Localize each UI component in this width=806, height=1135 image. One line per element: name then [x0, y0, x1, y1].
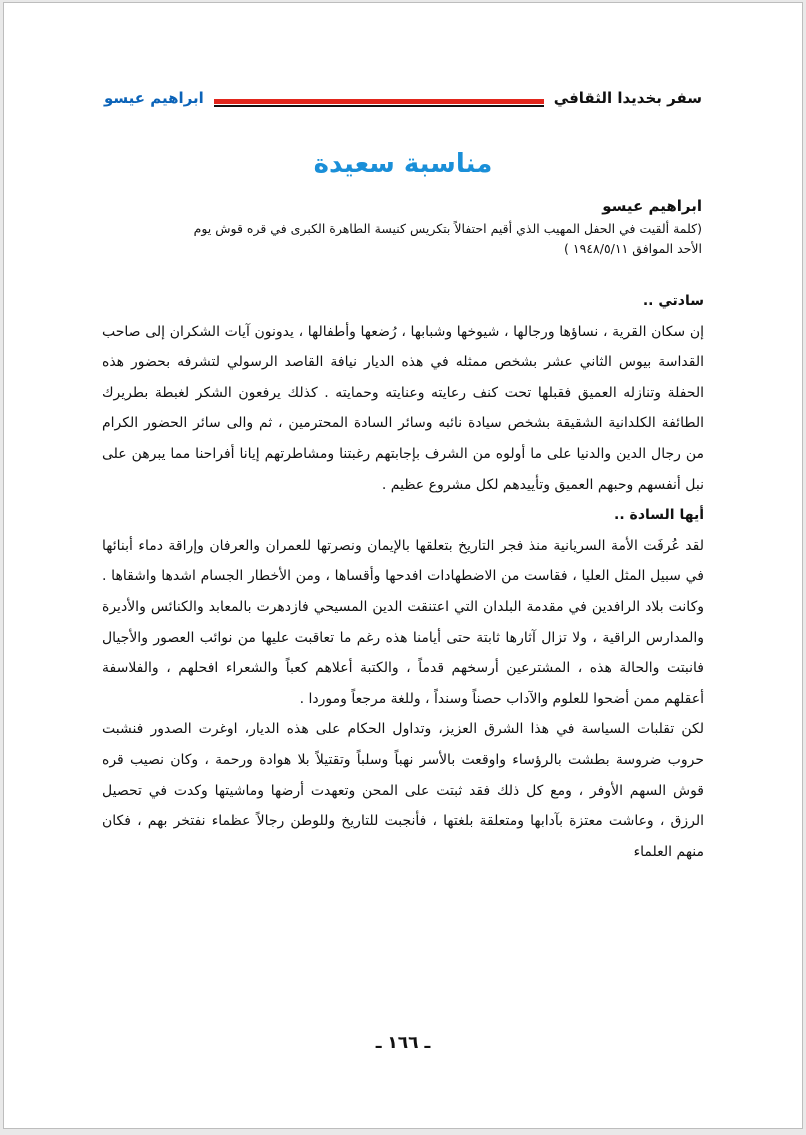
header-author-name: ابراهيم عيسو [100, 85, 214, 111]
article-body [102, 286, 704, 867]
body-paragraph: إن سكان القرية ، نساؤها ورجالها ، شيوخها وشبابها ، رُضعها وأطفالها ، يدونون آيات الشكران إلى صاحب القداسة بيوس الثاني عشر بشخص ممثله في هذه الديار نيافة القاصد الرسولي لتشرفه بحضور هذه الحفلة وتنازله العميق فقبلها تحت كنف رعايته وعنايته وحمايته . كذلك يرفعون الشكر لغبطة بطريرك الطائفة الكلدانية الشقيقة بشخص سيادة نائبه وسائر السادة المحترمين ، ثم والى سائر الحضور الكرام من رجال الدين والدنيا على ما أولوه من الشرف بإجابتهم رغبتنا ومشاطرتهم إيانا أفراحنا مما يبرهن على نبل أنفسهم وحبهم العميق وتأييدهم لكل مشروع عظيم . [102, 323, 704, 493]
salutation-paragraph: أيها السادة .. [614, 507, 704, 524]
article-occasion-note: (كلمة ألقيت في الحفل المهيب الذي أقيم احتفالاً بتكريس كنيسة الطاهرة الكبرى في قره قوش يوم الأحد الموافق ١٩٤٨/٥/١١ ) [193, 221, 702, 256]
page-number: ـ ١٦٦ ـ [375, 1033, 431, 1053]
article-title: مناسبة سعيدة [313, 149, 493, 179]
document-page [3, 2, 803, 1129]
salutation-paragraph: سادتي .. [642, 293, 704, 309]
header-book-title: سفر بخديدا الثقافي [544, 85, 706, 111]
body-paragraph: لكن تقلبات السياسة في هذا الشرق العزيز، وتداول الحكام على هذه الديار، اوغرت الصدور فنشبت حروب ضروسة بطشت بالرؤساء واوقعت بالأسر نهباً وسلباً وتقتيلاً بلا هوادة ورحمة ، وكان نصيب قره قوش السهم الأوفر ، ومع كل ذلك فقد ثبتت على المحن وتعهدت أرضها وماشيتها وكدت في تحصيل الرزق ، وعاشت معتزة بآدابها ومتعلقة بلغتها ، فأنجبت للتاريخ وللوطن رجالاً عظماء نفتخر بهم ، فكان منهم العلماء [102, 721, 704, 860]
running-header [100, 85, 706, 115]
body-paragraph: لقد عُرفَت الأمة السريانية منذ فجر التاريخ بتعلقها بالإيمان ونصرتها للعمران والعرفان وإراقة دماء أبنائها في سبيل المثل العليا ، فقاست من الاضطهادات افدحها وأقساها ، ومن الأخطار الجسام اشدها واشقاها . وكانت بلاد الرافدين في مقدمة البلدان التي اعتنقت الدين المسيحي فازدهرت بالمعابد والكنائس والأديرة والمدارس الراقية ، ولا تزال آثارها ثابتة حتى أيامنا هذه رغم ما تعاقبت عليها من نوائب العصور والأجيال فانبتت والحالة هذه ، المشترعين أرسخهم قدماً ، والكتبة أعلاهم كعباً والشعراء افحلهم ، والفلاسفة أعقلهم ممن أضحوا للعلوم والآداب حصناً وسنداً ، وللغة مرجعاً وموردا . [102, 537, 704, 707]
article-author: ابراهيم عيسو [602, 197, 702, 215]
